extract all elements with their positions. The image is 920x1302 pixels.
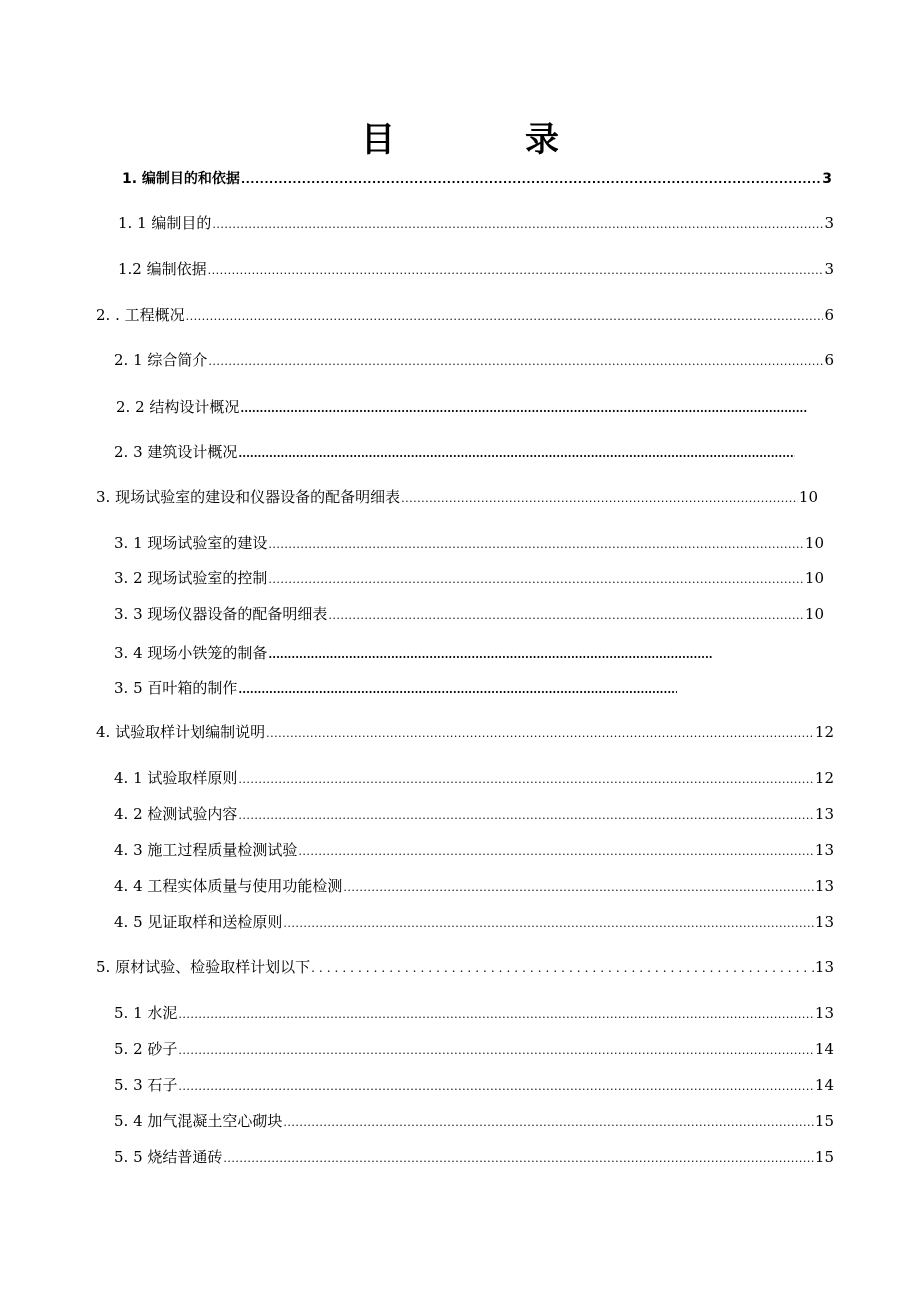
toc-entry[interactable] xyxy=(114,642,714,664)
toc-entry-page: 15 xyxy=(814,1112,834,1130)
toc-entry-page: 6 xyxy=(824,306,834,324)
toc-entry[interactable] xyxy=(96,486,818,508)
toc-entry-label: 4. 试验取样计划编制说明 xyxy=(96,723,266,741)
toc-entry[interactable] xyxy=(114,1074,834,1096)
toc-leader-dots xyxy=(186,306,824,328)
toc-leader-dots xyxy=(178,1040,814,1062)
toc-entry-label: 3. 3 现场仪器设备的配备明细表 xyxy=(114,605,328,623)
toc-entry[interactable] xyxy=(114,677,678,699)
toc-leader-dots xyxy=(178,1076,814,1098)
toc-leader-dots xyxy=(268,644,713,666)
toc-entry-label: 1.2 编制依据 xyxy=(118,260,207,278)
toc-entry-page: 3 xyxy=(822,171,832,187)
toc-leader-dots xyxy=(283,1112,814,1134)
toc-entry-page: 6 xyxy=(824,351,834,369)
toc-entry-page: 10 xyxy=(798,488,818,506)
toc-entry-page: 13 xyxy=(814,841,834,859)
toc-entry[interactable] xyxy=(114,1002,834,1024)
toc-entry-page: 15 xyxy=(814,1148,834,1166)
toc-entry-page: 12 xyxy=(814,723,834,741)
toc-entry-label: 3. 5 百叶箱的制作 xyxy=(114,679,238,697)
toc-entry-label: 3. 4 现场小铁笼的制备 xyxy=(114,644,268,662)
toc-entry[interactable] xyxy=(114,567,824,589)
toc-entry-label: 5. 3 石子 xyxy=(114,1076,178,1094)
toc-entry-label: 3. 现场试验室的建设和仪器设备的配备明细表 xyxy=(96,488,401,506)
toc-leader-dots xyxy=(283,913,814,935)
toc-entry[interactable] xyxy=(116,396,808,418)
toc-leader-dots xyxy=(328,605,804,627)
toc-entry[interactable] xyxy=(114,1146,834,1168)
toc-entry-label: 2. 3 建筑设计概况 xyxy=(114,443,238,461)
toc-leader-dots xyxy=(208,351,823,373)
page-title: 目 录 xyxy=(361,120,607,160)
toc-leader-dots xyxy=(238,443,795,465)
toc-entry[interactable] xyxy=(114,603,824,625)
toc-entry[interactable] xyxy=(118,212,834,234)
toc-entry-label: 1. 编制目的和依据 xyxy=(122,171,240,187)
toc-entry-label: 4. 4 工程实体质量与使用功能检测 xyxy=(114,877,343,895)
toc-leader-dots xyxy=(266,723,814,745)
toc-entry-label: 4. 1 试验取样原则 xyxy=(114,769,238,787)
toc-leader-dots xyxy=(212,214,823,236)
toc-entry[interactable] xyxy=(118,258,834,280)
toc-leader-dots xyxy=(298,841,814,863)
toc-entry-label: 4. 3 施工过程质量检测试验 xyxy=(114,841,298,859)
toc-entry-label: 3. 2 现场试验室的控制 xyxy=(114,569,268,587)
toc-leader-dots xyxy=(223,1148,814,1170)
toc-entry-label: 2. 2 结构设计概况 xyxy=(116,398,240,416)
toc-entry[interactable] xyxy=(114,1110,834,1132)
toc-entry[interactable] xyxy=(114,911,834,933)
toc-entry-label: 2. . 工程概况 xyxy=(96,306,185,324)
toc-entry-page: 12 xyxy=(814,769,834,787)
toc-entry-page: 13 xyxy=(814,913,834,931)
toc-entry-page: 13 xyxy=(814,1004,834,1022)
toc-entry-page: 13 xyxy=(814,877,834,895)
toc-entry-label: 4. 2 检测试验内容 xyxy=(114,805,238,823)
toc-entry[interactable] xyxy=(96,721,834,743)
toc-entry-label: 5. 4 加气混凝土空心砌块 xyxy=(114,1112,283,1130)
toc-entry[interactable] xyxy=(96,956,834,978)
toc-entry-page: 3 xyxy=(824,260,834,278)
toc-leader-dots xyxy=(343,877,814,899)
toc-entry-page: 14 xyxy=(814,1076,834,1094)
toc-entry-label: 5. 2 砂子 xyxy=(114,1040,178,1058)
toc-entry-label: 5. 原材试验、检验取样计划以下 xyxy=(96,958,311,976)
toc-entry-label: 5. 5 烧结普通砖 xyxy=(114,1148,223,1166)
toc-entry[interactable] xyxy=(96,304,834,326)
toc-leader-dots xyxy=(208,260,824,282)
toc-entry-label: 5. 1 水泥 xyxy=(114,1004,178,1022)
toc-entry[interactable] xyxy=(122,168,832,190)
toc-entry[interactable] xyxy=(114,532,824,554)
toc-entry-page: 10 xyxy=(804,534,824,552)
toc-entry-label: 3. 1 现场试验室的建设 xyxy=(114,534,268,552)
toc-entry[interactable] xyxy=(114,767,834,789)
toc-entry[interactable] xyxy=(114,803,834,825)
toc-leader-dots xyxy=(268,569,804,591)
toc-entry-page: 14 xyxy=(814,1040,834,1058)
toc-entry-page: 10 xyxy=(804,605,824,623)
toc-entry[interactable] xyxy=(114,875,834,897)
toc-entry-label: 1. 1 编制目的 xyxy=(118,214,212,232)
toc-leader-dots xyxy=(268,534,804,556)
toc-entry-page: 10 xyxy=(804,569,824,587)
toc-entry[interactable] xyxy=(114,1038,834,1060)
toc-entry-page: 13 xyxy=(814,805,834,823)
toc-leader-dots xyxy=(311,957,814,979)
toc-leader-dots xyxy=(401,488,798,510)
toc-entry-label: 2. 1 综合简介 xyxy=(114,351,208,369)
toc-entry-label: 4. 5 见证取样和送检原则 xyxy=(114,913,283,931)
toc-leader-dots xyxy=(240,398,807,420)
toc-entry-page: 13 xyxy=(814,958,834,976)
toc-entry[interactable] xyxy=(114,839,834,861)
toc-entry[interactable] xyxy=(114,441,796,463)
toc-entry[interactable] xyxy=(114,349,834,371)
toc-leader-dots xyxy=(238,805,814,827)
toc-entry-page: 3 xyxy=(824,214,834,232)
toc-leader-dots xyxy=(238,679,677,701)
toc-leader-dots xyxy=(178,1004,814,1026)
toc-leader-dots xyxy=(238,769,814,791)
toc-leader-dots xyxy=(241,169,821,191)
